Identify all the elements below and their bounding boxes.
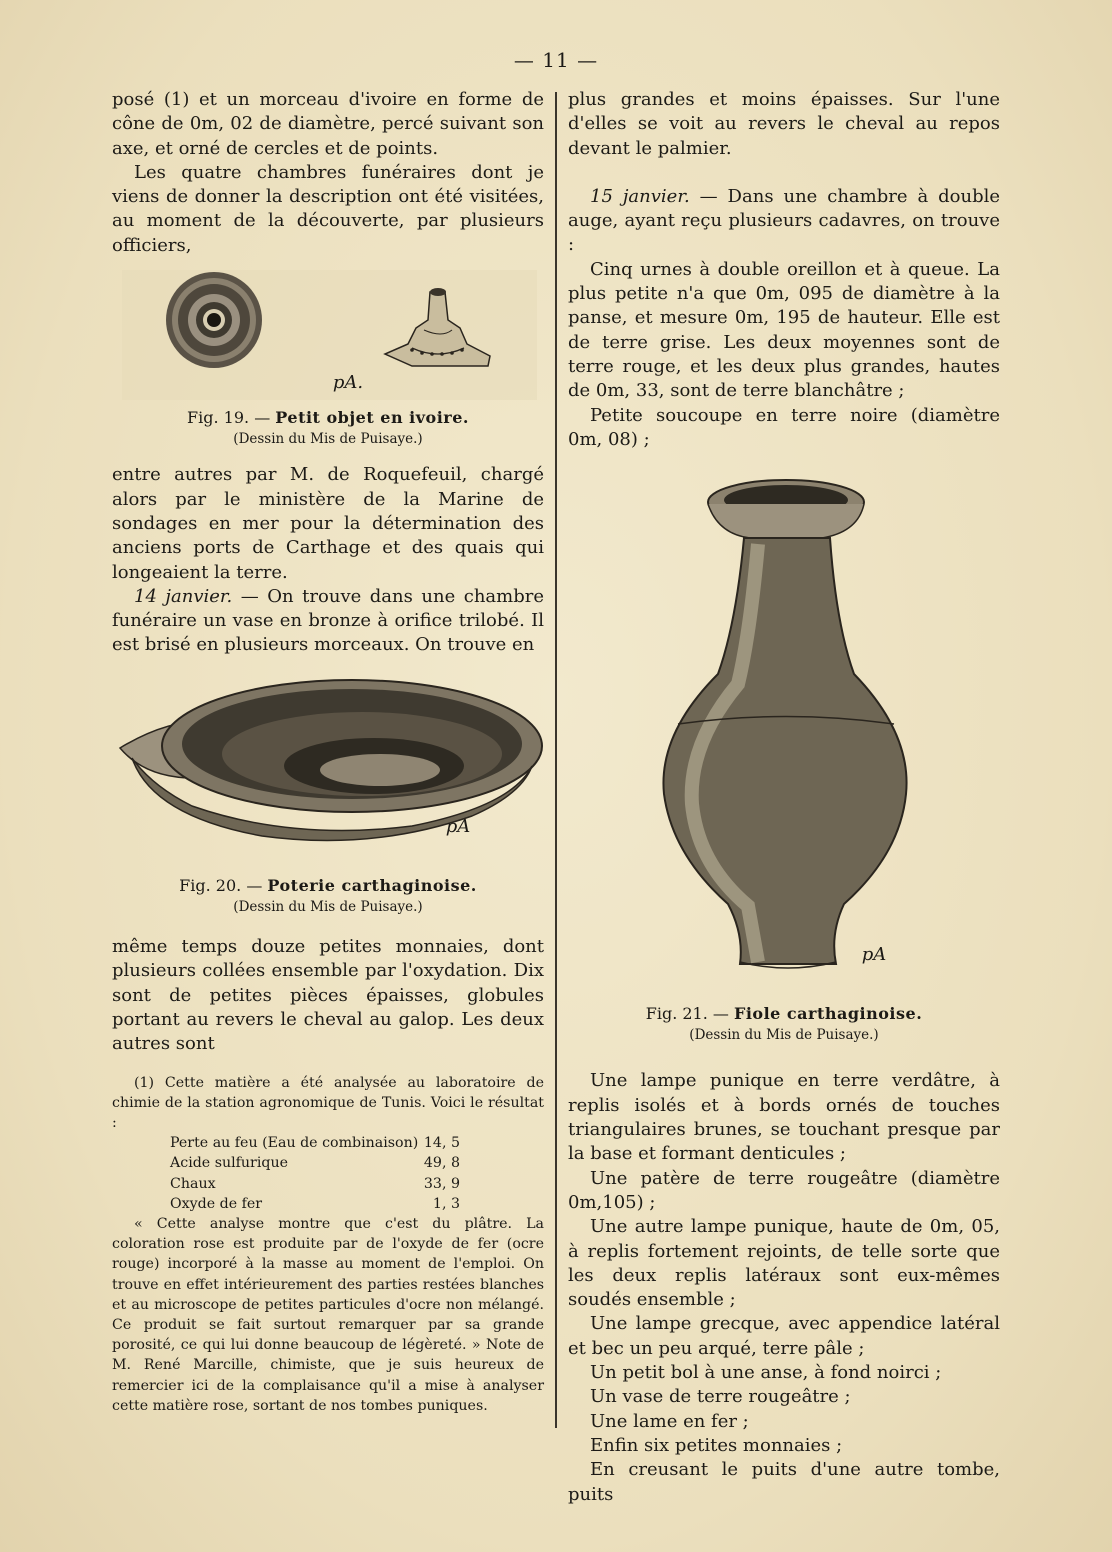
list-item: Un vase de terre rougeâtre ; [590, 1386, 851, 1408]
table-row [170, 1153, 500, 1173]
list-item: Enfin six petites monnaies ; [590, 1434, 843, 1456]
right-paragraph-4: Petite soucoupe en terre noire (diamètre 0m, 08) ; [568, 404, 1000, 450]
figure-19-illustration [112, 270, 544, 400]
table-row [170, 1174, 500, 1194]
left-paragraph-4-text: — On trouve dans une chambre funéraire un vase en bronze à orifice trilobé. Il est brisé en plusieurs morceaux. On trouve en [112, 585, 544, 656]
figure-19-credit: (Dessin du Mis de Puisaye.) [233, 431, 423, 448]
table-row [170, 1133, 500, 1153]
right-paragraph-1: plus grandes et moins épaisses. Sur l'une d'elles se voit au revers le cheval au repos devant le palmier. [568, 89, 1000, 159]
figure-21-credit: (Dessin du Mis de Puisaye.) [689, 1027, 879, 1044]
footnote [112, 1073, 544, 1416]
item-list [568, 1069, 1000, 1506]
list-item: Une lampe punique en terre verdâtre, à replis isolés et à bords ornés de touches triangulaires brunes, se touchant presque par la base et formant denticules ; [568, 1070, 1000, 1165]
footnote-intro: (1) Cette matière a été analysée au laboratoire de chimie de la station agronomique de Tunis. Voici le résultat : [112, 1074, 544, 1131]
figure-20: pA Fig. 20. — Poterie carthaginoise. (Dessin du Mis de Puisaye.) [112, 666, 544, 917]
table-row [170, 1194, 500, 1214]
list-item: Une patère de terre rougeâtre (diamètre 0m,105) ; [568, 1167, 1000, 1213]
figure-21: pA Fig. 21. — Fiole carthaginoise. (Dessin du Mis de Puisaye.) [568, 474, 1000, 1045]
figure-21-illustration [568, 474, 1000, 984]
analysis-label: Perte au feu (Eau de combinaison) [170, 1135, 419, 1152]
analysis-label: Acide sulfurique [170, 1155, 288, 1172]
figure-19-caption [112, 407, 544, 429]
column-rule [555, 92, 557, 1428]
analysis-value: 1, 3 [432, 1195, 460, 1212]
analysis-value: 33, 9 [423, 1175, 460, 1192]
list-item: Une autre lampe punique, haute de 0m, 05, à replis fortement rejoints, de telle sorte que les deux replis latéraux sont eux-mêmes soudés ensemble ; [568, 1216, 1000, 1311]
right-paragraph-2 [568, 185, 1000, 258]
page-number: — 11 — [513, 48, 599, 72]
figure-21-caption-prefix: Fig. 21. — [645, 1004, 734, 1024]
date-15-janvier: 15 janvier. [590, 185, 690, 207]
figure-19-caption-prefix: Fig. 19. — [187, 408, 276, 428]
figure-20-caption-prefix: Fig. 20. — [179, 876, 268, 896]
list-item: Un petit bol à une anse, à fond noirci ; [590, 1362, 942, 1384]
analysis-label: Chaux [170, 1175, 216, 1192]
left-paragraph-5: même temps douze petites monnaies, dont plusieurs collées ensemble par l'oxydation. Dix sont de petites pièces épaisses, globules portant au revers le cheval au galop. Les deux autres sont [112, 936, 544, 1055]
left-column [112, 88, 544, 1416]
figure-19-caption-title: Petit objet en ivoire. [275, 408, 469, 428]
analysis-value: 14, 5 [423, 1135, 460, 1152]
footnote-quote: « Cette analyse montre que c'est du plâtre. La coloration rose est produite par de l'oxyde de fer (ocre rouge) incorporé à la masse au moment de l'emploi. On trouve en effet intérieurement des parties restées blanches et au microscope de petites particules d'ocre non mélangé. Ce produit se fait surtout remarquer par sa grande porosité, ce qui lui donne beaucoup de légèreté. » Note de M. René Marcille, chimiste, que je suis heureux de remercier ici de la complaisance qu'il a mise à analyser cette matière rose, sortant de nos tombes puniques. [112, 1215, 544, 1414]
left-paragraph-2: Les quatre chambres funéraires dont je viens de donner la description ont été visitées, au moment de la découverte, par plusieurs officiers, [112, 161, 544, 256]
figure-19 [112, 270, 544, 449]
figure-20-illustration [112, 666, 544, 866]
analysis-value: 49, 8 [423, 1155, 460, 1172]
figure-20-credit: (Dessin du Mis de Puisaye.) [233, 899, 423, 916]
left-paragraph-4 [112, 585, 544, 658]
right-paragraph-3: Cinq urnes à double oreillon et à queue. La plus petite n'a que 0m, 095 de diamètre à la panse, et mesure 0m, 195 de hauteur. Elle est de terre grise. Les deux moyennes sont de terre rouge, et les deux plus grandes, hautes de 0m, 33, sont de terre blanchâtre ; [568, 258, 1000, 402]
right-column [568, 88, 1000, 1507]
analysis-label: Oxyde de fer [170, 1195, 263, 1212]
figure-20-caption [112, 875, 544, 897]
figure-21-caption [568, 1003, 1000, 1025]
list-item: Une lame en fer ; [590, 1410, 749, 1432]
list-item: Une lampe grecque, avec appendice latéral et bec un peu arqué, terre pâle ; [568, 1313, 1000, 1359]
left-paragraph-1: posé (1) et un morceau d'ivoire en forme de cône de 0m, 02 de diamètre, percé suivant son axe, et orné de cercles et de points. [112, 89, 544, 159]
date-14-janvier: 14 janvier. [134, 585, 233, 607]
left-paragraph-3: entre autres par M. de Roquefeuil, chargé alors par le ministère de la Marine de sondages en mer pour la détermination des anciens ports de Carthage et des quais qui longeaient la terre. [112, 464, 544, 583]
right-paragraph-2-text: — Dans une chambre à double auge, ayant reçu plusieurs cadavres, on trouve : [568, 185, 1001, 256]
analysis-table [170, 1133, 500, 1214]
figure-21-caption-title: Fiole carthaginoise. [733, 1004, 923, 1024]
list-item: En creusant le puits d'une autre tombe, puits [568, 1459, 1000, 1505]
figure-20-caption-title: Poterie carthaginoise. [267, 876, 477, 896]
